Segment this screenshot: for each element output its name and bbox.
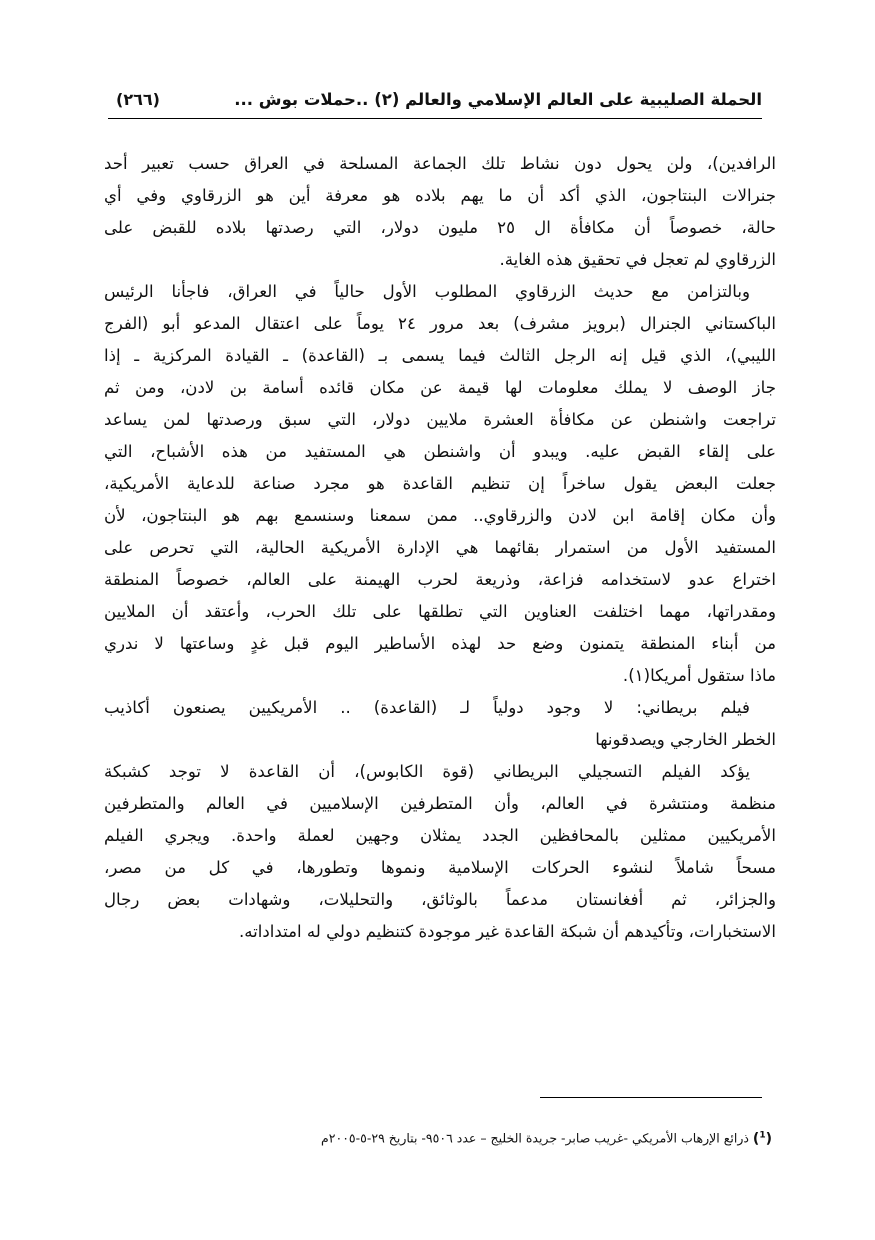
text-line: الخطر الخارجي ويصدقونها [595,730,776,749]
header-rule [108,118,762,119]
text-line: الليبي)، الذي قيل إنه الرجل الثالث فيما يسمى بـ (القاعدة) ـ القيادة المركزية ـ إذا [104,346,776,365]
text-line: الزرقاوي لم تعجل في تحقيق هذه الغاية. [499,250,776,269]
text-line: اختراع عدو لاستخدامه فزاعة، وذريعة لحرب الهيمنة على العالم، خصوصاً المنطقة [104,570,776,589]
text-line: تراجعت واشنطن عن مكافأة العشرة ملايين دولار، التي سبق ورصدتها لمن يساعد [104,410,776,429]
text-line: الباكستاني الجنرال (برويز مشرف) بعد مرور ٢٤ يوماً على اعتقال المدعو أبو (الفرج [104,314,776,333]
running-header [108,86,762,116]
text-line: وبالتزامن مع حديث الزرقاوي المطلوب الأول حالياً في العراق، فاجأنا الرئيس [104,282,750,301]
text-line: من أبناء المنطقة يتمنون وضع حد لهذه الأساطير اليوم قبل غدٍ وساعتها لا ندري [104,634,776,653]
footnote-rule [540,1097,762,1098]
text-line: وأن مكان إقامة ابن لادن والزرقاوي.. ممن سمعنا وسنسمع بهم هو البنتاجون، لأن [104,506,776,525]
footnote-text: ذرائع الإرهاب الأمريكي -غريب صابر- جريدة الخليج – عدد ٩٥٠٦- بتاريخ ٢٩-٥-٢٠٠٥م [321,1130,749,1146]
text-line: ومقدراتها، مهما اختلفت العناوين التي تطلقها على تلك الحرب، وأعتقد أن الملايين [104,602,776,621]
footnote-marker: ($^1$) [752,1130,772,1147]
paragraph [104,148,776,276]
paragraph [104,692,776,756]
paragraph [104,276,776,692]
footnote [321,1130,772,1147]
text-line: الرافدين)، ولن يحول دون نشاط تلك الجماعة المسلحة في العراق حسب تعبير أحد [104,154,776,173]
body-text [104,148,776,948]
text-line: الأمريكيين ممثلين بالمحافظين الجدد يمثلان وجهين لعملة واحدة. ويجري الفيلم [104,826,776,845]
text-line: المستفيد الأول من استمرار بقائهما هي الإدارة الأمريكية الحالية، التي تحرص على [104,538,776,557]
text-line: ماذا ستقول أمريكا(١). [622,666,776,685]
page-number: (٢٦٦) [116,90,160,109]
text-line: والجزائر، ثم أفغانستان مدعماً بالوثائق، والتحليلات، وشهادات بعض رجال [104,890,776,909]
text-line: الاستخبارات، وتأكيدهم أن شبكة القاعدة غير موجودة كتنظيم دولي له امتداداته. [238,922,776,941]
text-line: جنرالات البنتاجون، الذي أكد أن ما يهم بلاده هو معرفة أين هو الزرقاوي وفي أي [104,186,776,205]
paragraph [104,756,776,948]
text-line: يؤكد الفيلم التسجيلي البريطاني (قوة الكابوس)، أن القاعدة لا توجد كشبكة [104,762,750,781]
text-line: جعلت البعض يقول ساخراً إن تنظيم القاعدة هو مجرد صناعة للدعاية الأمريكية، [104,474,776,493]
header-title: الحملة الصليبية على العالم الإسلامي والعالم (٢) ..حملات بوش ... [234,90,762,109]
text-line: جاز الوصف لا يملك معلومات لها قيمة عن مكان قائده أسامة بن لادن، ومن ثم [104,378,776,397]
text-line: فيلم بريطاني: لا وجود دولياً لـ (القاعدة) .. الأمريكيين يصنعون أكاذيب [104,698,750,717]
text-line: مسحاً شاملاً لنشوء الحركات الإسلامية ونموها وتطورها، في كل من مصر، [104,858,776,877]
text-line: منظمة ومنتشرة في العالم، وأن المتطرفين الإسلاميين في العالم والمتطرفين [104,794,776,813]
text-line: حالة، خصوصاً أن مكافأة ال ٢٥ مليون دولار، التي رصدتها بلاده للقبض على [104,218,776,237]
text-line: على إلقاء القبض عليه. ويبدو أن واشنطن هي المستفيد من هذه الأشباح، التي [104,442,776,461]
